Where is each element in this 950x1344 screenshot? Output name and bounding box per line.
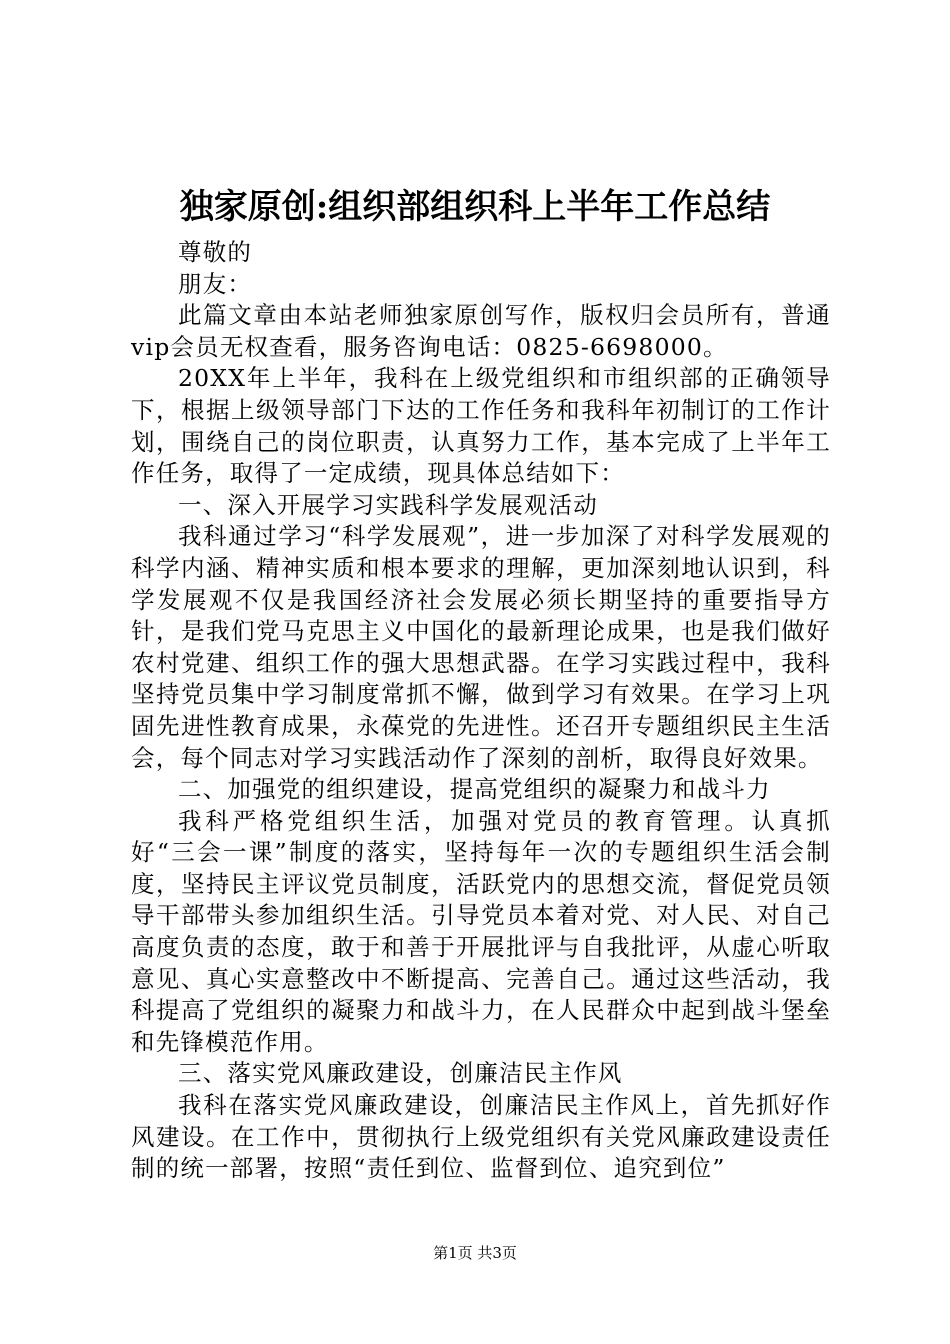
- salutation-line-1: 尊敬的: [178, 238, 253, 266]
- document-title: 独家原创:组织部组织科上半年工作总结: [179, 187, 771, 227]
- page-footer: 第1页 共3页: [433, 1244, 517, 1262]
- section-2-paragraph: 我科严格党组织生活，加强对党员的教育管理。认真抓好“三会一课”制度的落实，坚持每年一次的专题组织生活会制度，坚持民主评议党员制度，活跃党内的思想交流，督促党员领导干部带头参加组织生活。引导党员本着对党、对人民、对自己高度负责的态度，敢于和善于开展批评与自我批评，从虚心听取意见、真心实意整改中不断提高、完善自己。通过这些活动，我科提高了党组织的凝聚力和战斗力，在人民群众中起到战斗堡垒和先锋模范作用。: [131, 806, 831, 1056]
- section-heading-2: 二、加强党的组织建设，提高党组织的凝聚力和战斗力: [178, 775, 771, 804]
- section-3-paragraph: 我科在落实党风廉政建设，创廉洁民主作风上，首先抓好作风建设。在工作中，贯彻执行上级党组织有关党风廉政建设责任制的统一部署，按照“责任到位、监督到位、追究到位”: [131, 1091, 831, 1183]
- document-body: [131, 237, 831, 1185]
- section-heading-1: 一、深入开展学习实践科学发展观活动: [178, 490, 598, 519]
- intro-paragraph: 20XX年上半年，我科在上级党组织和市组织部的正确领导下，根据上级领导部门下达的工作任务和我科年初制订的工作计划，围绕自己的岗位职责，认真努力工作，基本完成了上半年工作任务，取得了一定成绩，现具体总结如下：: [131, 364, 831, 488]
- copyright-notice: 此篇文章由本站老师独家原创写作，版权归会员所有，普通vip会员无权查看，服务咨询电话：0825-6698000。: [131, 301, 831, 361]
- section-heading-3: 三、落实党风廉政建设，创廉洁民主作风: [178, 1059, 623, 1088]
- section-1-paragraph: 我科通过学习“科学发展观”，进一步加深了对科学发展观的科学内涵、精神实质和根本要求的理解，更加深刻地认识到，科学发展观不仅是我国经济社会发展必须长期坚持的重要指导方针，是我们党马克思主义中国化的最新理论成果，也是我们做好农村党建、组织工作的强大思想武器。在学习实践过程中，我科坚持党员集中学习制度常抓不懈，做到学习有效果。在学习上巩固先进性教育成果，永葆党的先进性。还召开专题组织民主生活会，每个同志对学习实践活动作了深刻的剖析，取得良好效果。: [131, 522, 831, 772]
- salutation-line-2: 朋友：: [178, 269, 253, 298]
